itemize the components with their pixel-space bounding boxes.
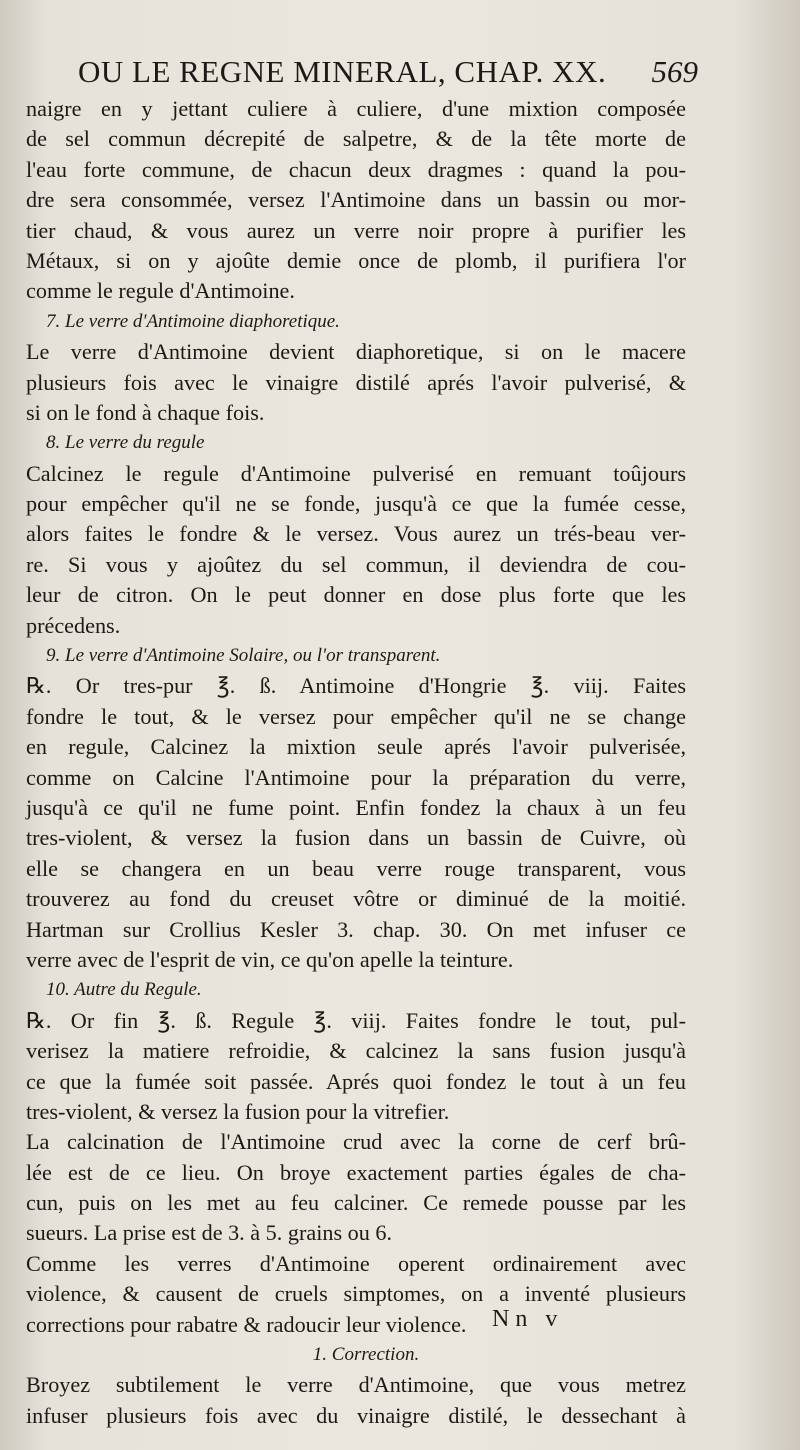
text-line: en regule, Calcinez la mixtion seule aprés l'avoir pulverisée, <box>26 734 686 760</box>
text-line: précedens. <box>26 612 121 638</box>
text-line: leur de citron. On le peut donner en dose plus forte que les <box>26 582 686 608</box>
text-line: tier chaud, & vous aurez un verre noir propre à purifier les <box>26 217 686 243</box>
text-line: Comme les verres d'Antimoine operent ordinairement avec <box>26 1250 686 1276</box>
text-line: Broyez subtilement le verre d'Antimoine, que vous metrez <box>26 1372 686 1398</box>
text-line: violence, & causent de cruels simptomes, on a inventé plusieurs <box>26 1281 686 1307</box>
text-line: Le verre d'Antimoine devient diaphoretique, si on le macere <box>26 339 686 365</box>
text-line: verre avec de l'esprit de vin, ce qu'on apelle la teinture. <box>26 946 514 972</box>
text-line: ce que la fumée soit passée. Aprés quoi fondez le tout à un feu <box>26 1068 686 1094</box>
text-line: cun, puis on les met au feu calciner. Ce remede pousse par les <box>26 1190 686 1216</box>
text-line: plusieurs fois avec le vinaigre distilé aprés l'avoir pulverisé, & <box>26 369 686 395</box>
text-line: infuser plusieurs fois avec du vinaigre distilé, le dessechant à <box>26 1402 686 1428</box>
text-line: fondre le tout, & le versez pour empêcher qu'il ne se change <box>26 703 686 729</box>
running-title: OU LE REGNE MINERAL, CHAP. XX. <box>78 54 607 89</box>
text-line: Calcinez le regule d'Antimoine pulverisé en remuant toûjours <box>26 460 686 486</box>
text-line: tres-violent, & versez la fusion pour la vitrefier. <box>26 1098 450 1124</box>
text-line: Métaux, si on y ajoûte demie once de plomb, il purifiera l'or <box>26 247 686 273</box>
text-line: dre sera consommée, versez l'Antimoine dans un bassin ou mor- <box>26 187 686 213</box>
text-line: elle se changera en un beau verre rouge transparent, vous <box>26 855 686 881</box>
catchword: Nn v <box>492 1306 564 1332</box>
text-line: Hartman sur Crollius Kesler 3. chap. 30. On met infuser ce <box>26 916 686 942</box>
text-line: l'eau forte commune, de chacun deux dragmes : quand la pou- <box>26 156 686 182</box>
text-line: alors faites le fondre & le versez. Vous aurez un trés-beau ver- <box>26 521 686 547</box>
section-heading: 8. Le verre du regule <box>46 432 205 454</box>
section-heading: 7. Le verre d'Antimoine diaphoretique. <box>46 310 340 332</box>
text-line: tres-violent, & versez la fusion dans un bassin de Cuivre, où <box>26 825 686 851</box>
text-line: ℞. Or tres-pur ℥. ß. Antimoine d'Hongrie ℥. viij. Faites <box>26 673 686 699</box>
section-heading: 10. Autre du Regule. <box>46 979 202 1001</box>
text-line: sueurs. La prise est de 3. à 5. grains ou 6. <box>26 1220 393 1246</box>
text-line: comme on Calcine l'Antimoine pour la préparation du verre, <box>26 764 686 790</box>
text-line: naigre en y jettant culiere à culiere, d'une mixtion composée <box>26 96 686 121</box>
body-text <box>26 94 686 1431</box>
text-line: de sel commun décrepité de salpetre, & de la tête morte de <box>26 126 686 152</box>
section-heading: 9. Le verre d'Antimoine Solaire, ou l'or transparent. <box>46 645 441 667</box>
text-line: lée est de ce lieu. On broye exactement parties égales de cha- <box>26 1159 686 1185</box>
text-line: trouverez au fond du creuset vôtre or diminué de la moitié. <box>26 886 686 912</box>
text-line: ℞. Or fin ℥. ß. Regule ℥. viij. Faites fondre le tout, pul- <box>26 1007 686 1033</box>
text-line: re. Si vous y ajoûtez du sel commun, il deviendra de cou- <box>26 551 686 577</box>
text-line: comme le regule d'Antimoine. <box>26 278 295 304</box>
text-line: si on le fond à chaque fois. <box>26 399 265 425</box>
text-line: pour empêcher qu'il ne se fonde, jusqu'à ce que la fumée cesse, <box>26 491 686 517</box>
text-line: verisez la matiere refroidie, & calcinez la sans fusion jusqu'à <box>26 1038 686 1064</box>
page-header <box>78 54 698 94</box>
text-line: jusqu'à ce qu'il ne fume point. Enfin fondez la chaux à un feu <box>26 794 686 820</box>
page-number: 569 <box>651 54 698 89</box>
section-heading: 1. Correction. <box>312 1344 420 1366</box>
text-line: La calcination de l'Antimoine crud avec la corne de cerf brû- <box>26 1129 686 1155</box>
text-line: corrections pour rabatre & radoucir leur violence. <box>26 1311 467 1337</box>
